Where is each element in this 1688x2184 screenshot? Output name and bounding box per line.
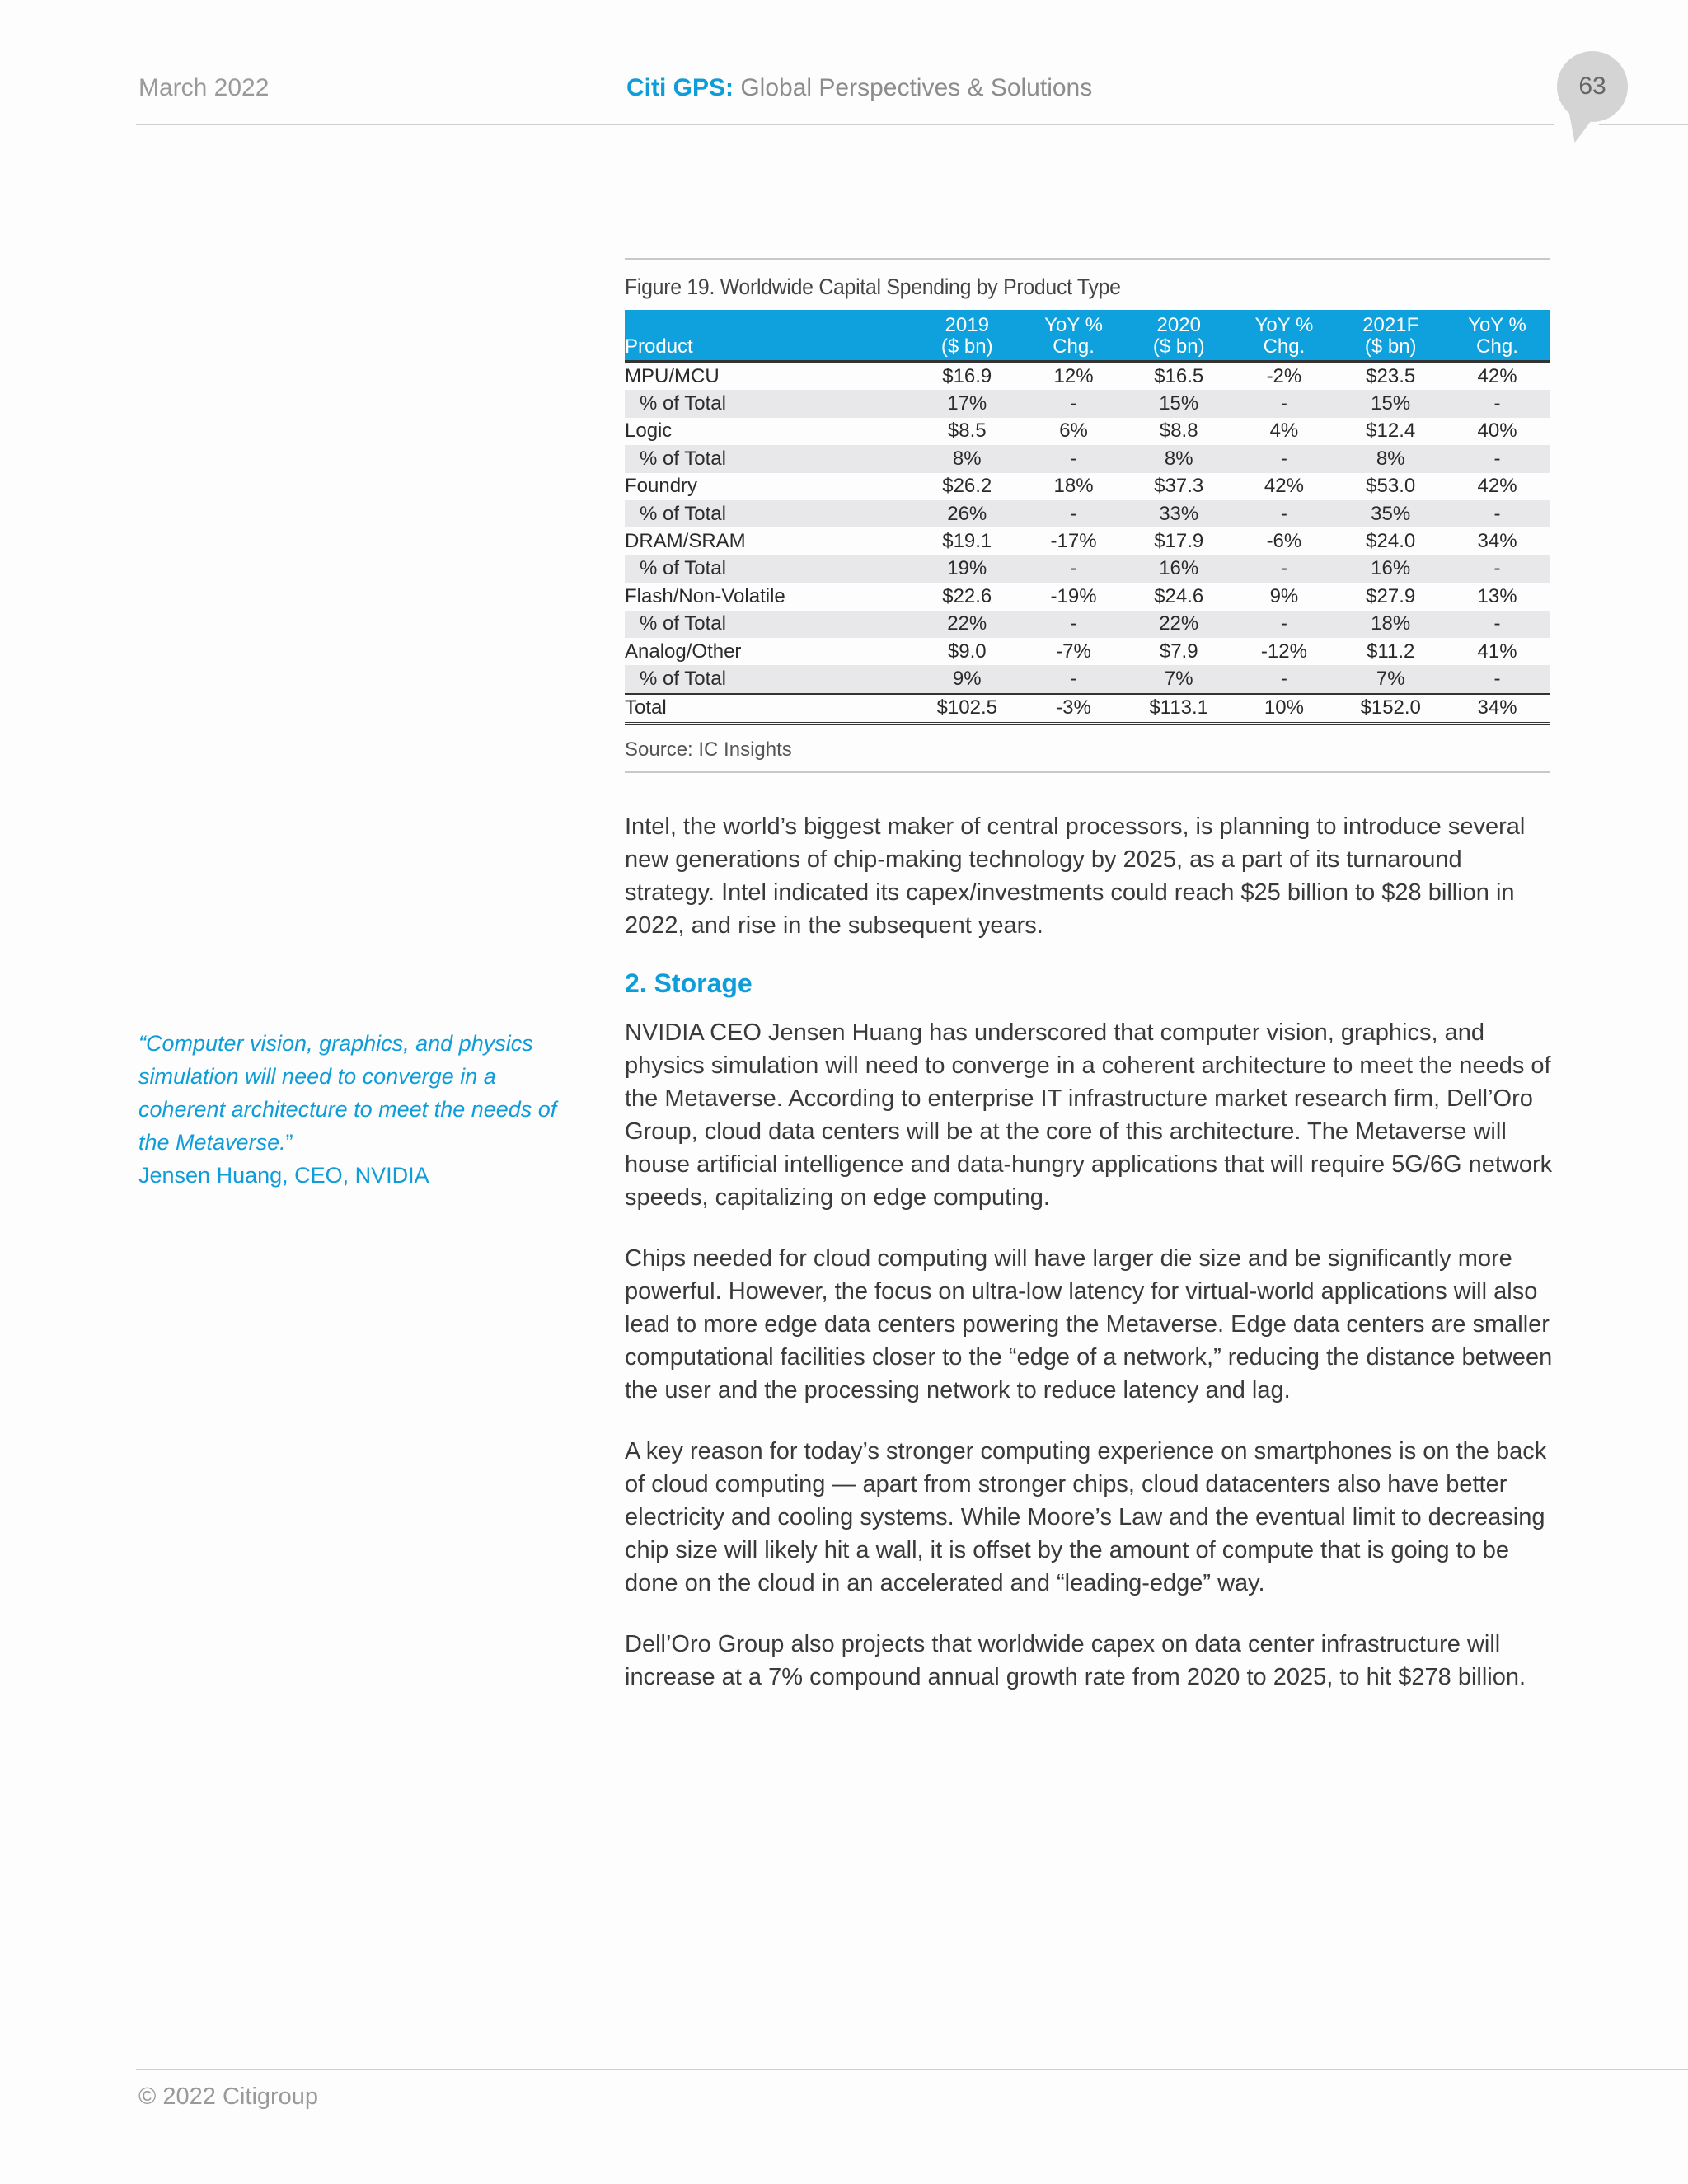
table-cell: $152.0 <box>1360 696 1421 719</box>
table-cell: -7% <box>1056 640 1091 663</box>
table-cell: $16.9 <box>942 364 992 387</box>
page-number-badge <box>1557 51 1628 122</box>
table-cell: 26% <box>947 502 987 525</box>
table-row <box>625 473 1550 500</box>
page-number: 63 <box>1578 73 1606 100</box>
header-date: March 2022 <box>138 74 270 101</box>
table-cell: $23.5 <box>1366 364 1416 387</box>
table-cell: - <box>1493 557 1501 580</box>
table-cell: $24.0 <box>1366 530 1416 553</box>
table-cell: -6% <box>1266 530 1302 553</box>
column-header-line1: YoY % <box>1254 314 1314 336</box>
footer-copyright: © 2022 Citigroup <box>138 2083 319 2110</box>
table-cell: 4% <box>1269 419 1299 443</box>
table-cell: 33% <box>1159 502 1199 525</box>
table-cell: 15% <box>1371 392 1411 415</box>
table-row <box>625 390 1550 417</box>
table-cell: $102.5 <box>936 696 997 719</box>
column-header <box>1445 310 1550 362</box>
column-header-line2: Chg. <box>1263 335 1306 358</box>
table-cell: 16% <box>1159 557 1199 580</box>
table-cell: $11.2 <box>1367 640 1415 663</box>
table-cell: 7% <box>1376 667 1405 690</box>
row-label: % of Total <box>640 392 726 415</box>
column-header <box>1231 310 1336 362</box>
table-cell: 8% <box>952 447 982 470</box>
column-header-product <box>625 310 912 362</box>
figure-title: Figure 19. Worldwide Capital Spending by Product Type <box>625 274 1121 299</box>
table-row <box>625 362 1550 391</box>
table-body <box>625 362 1550 724</box>
table-cell: 7% <box>1164 667 1193 690</box>
paragraph-chips: Chips needed for cloud computing will have larger die size and be significantly more powerful. However, the focus on ultra-low latency for virtual-world applications will also lead to more edge data centers powering the Metaverse. Edge data centers are smaller computational facilities closer to the “edge of a network,” reducing the distance between the user and the processing network to reduce latency and lag. <box>625 1245 1553 1404</box>
table-cell: $26.2 <box>942 475 992 498</box>
column-header-line2: ($ bn) <box>1152 335 1205 358</box>
table-cell: $22.6 <box>942 584 992 607</box>
column-header-line1 <box>625 315 912 336</box>
table-row <box>625 418 1550 445</box>
table-cell: - <box>1070 447 1077 470</box>
header-brand: Citi GPS: <box>626 74 734 101</box>
table-row <box>625 638 1550 665</box>
paragraph-nvidia: NVIDIA CEO Jensen Huang has underscored that computer vision, graphics, and physics simulation will need to converge in a coherent architecture to meet the needs of the Metaverse. According to enterprise IT infrastructure market research firm, Dell’Oro Group, cloud data centers will be at the core of this architecture. The Metaverse will house artificial intelligence and data-hungry applications that will require 5G/6G network speeds, capitalizing on edge computing. <box>625 1019 1553 1211</box>
paragraph-intel: Intel, the world’s biggest maker of central processors, is planning to introduce several new generations of chip-making technology by 2025, as a part of its turnaround strategy. Intel indicated its capex/investments could reach $25 billion to $28 billion in 2022, and rise in the subsequent years. <box>625 813 1526 939</box>
table-cell: 8% <box>1376 447 1405 470</box>
table-cell: 35% <box>1371 502 1411 525</box>
table-cell: $8.8 <box>1159 419 1198 443</box>
row-label: Logic <box>625 419 673 443</box>
header-title <box>626 74 1092 102</box>
row-label: % of Total <box>640 447 726 470</box>
capex-table <box>625 310 1550 725</box>
table-cell: 12% <box>1053 364 1094 387</box>
column-header-line2: Chg. <box>1053 335 1095 358</box>
table-cell: 13% <box>1477 584 1517 607</box>
figure-19 <box>625 258 1550 773</box>
table-cell: $7.9 <box>1159 640 1198 663</box>
table-cell: 42% <box>1264 475 1304 498</box>
header-divider-right <box>1599 124 1688 125</box>
table-cell: $53.0 <box>1366 475 1416 498</box>
table-cell: - <box>1070 612 1077 635</box>
table-cell: - <box>1280 557 1287 580</box>
column-header-line1: 2019 <box>945 314 989 336</box>
paragraph-delloro: Dell’Oro Group also projects that worldwide capex on data center infrastructure will increase at a 7% compound annual growth rate from 2020 to 2025, to hit $278 billion. <box>625 1631 1526 1690</box>
table-cell: 16% <box>1371 557 1411 580</box>
table-cell: 15% <box>1159 392 1199 415</box>
row-label: Foundry <box>625 475 698 498</box>
table-cell: $9.0 <box>947 640 987 663</box>
table-cell: 17% <box>947 392 987 415</box>
table-row <box>625 611 1550 638</box>
table-cell: 34% <box>1477 696 1517 719</box>
table-cell: 9% <box>1269 584 1299 607</box>
table-row <box>625 445 1550 472</box>
table-cell: $27.9 <box>1366 584 1416 607</box>
table-cell: 10% <box>1264 696 1304 719</box>
table-cell: 18% <box>1371 612 1411 635</box>
table-cell: - <box>1280 502 1287 525</box>
quote-text: “Computer vision, graphics, and physics simulation will need to converge in a coherent architecture to meet the needs of the Metaverse. <box>138 1031 557 1155</box>
table-cell: $37.3 <box>1154 475 1204 498</box>
row-label: % of Total <box>640 502 726 525</box>
table-cell: 42% <box>1477 364 1517 387</box>
row-label: DRAM/SRAM <box>625 530 746 553</box>
table-cell: 41% <box>1477 640 1517 663</box>
row-label: % of Total <box>640 612 726 635</box>
figure-source: Source: IC Insights <box>625 738 1550 773</box>
table-cell: - <box>1070 502 1077 525</box>
column-header-line2: Chg. <box>1476 335 1518 358</box>
table-cell: $17.9 <box>1154 530 1204 553</box>
table-cell: - <box>1493 392 1501 415</box>
column-header-line2: Product <box>625 335 693 358</box>
column-header-line1: 2021F <box>1362 314 1419 336</box>
table-cell: - <box>1070 392 1077 415</box>
column-header-line1: YoY % <box>1468 314 1526 336</box>
quote-attribution: Jensen Huang, CEO, NVIDIA <box>138 1163 429 1188</box>
table-row <box>625 665 1550 693</box>
table-cell: -12% <box>1260 640 1307 663</box>
header-subtitle: Global Perspectives & Solutions <box>734 74 1093 101</box>
table-cell: - <box>1070 667 1077 690</box>
table-cell: 22% <box>947 612 987 635</box>
table-row <box>625 555 1550 583</box>
table-cell: - <box>1280 667 1287 690</box>
table-cell: $19.1 <box>942 530 992 553</box>
table-header <box>625 310 1550 362</box>
quote-close-mark: ” <box>285 1130 293 1155</box>
table-cell: - <box>1493 667 1501 690</box>
table-cell: - <box>1280 392 1287 415</box>
header-divider <box>136 124 1554 125</box>
table-row <box>625 694 1550 724</box>
figure-top-rule <box>625 258 1550 260</box>
row-label: Total <box>625 696 667 719</box>
column-header <box>1126 310 1231 362</box>
table-cell: $24.6 <box>1154 584 1204 607</box>
section-heading-storage: 2. Storage <box>625 968 753 998</box>
table-cell: $8.5 <box>947 419 987 443</box>
paragraph-smartphones: A key reason for today’s stronger computing experience on smartphones is on the back of cloud computing — apart from stronger chips, cloud datacenters also have better electricity and cooling systems. While Moore’s Law and the eventual limit to decreasing chip size will likely hit a wall, it is offset by the amount of compute that is going to be done on the cloud in an accelerated and “leading-edge” way. <box>625 1438 1547 1596</box>
table-cell: $12.4 <box>1366 419 1416 443</box>
table-row <box>625 583 1550 610</box>
table-cell: 34% <box>1477 530 1517 553</box>
column-header <box>1021 310 1126 362</box>
row-label: Flash/Non-Volatile <box>625 584 785 607</box>
row-label: % of Total <box>640 557 726 580</box>
sidebar-quote <box>138 1027 567 1192</box>
column-header <box>1336 310 1445 362</box>
table-cell: - <box>1493 502 1501 525</box>
column-header <box>912 310 1021 362</box>
table-cell: - <box>1070 557 1077 580</box>
table-row <box>625 527 1550 555</box>
main-text <box>625 810 1556 1722</box>
table-cell: -3% <box>1056 696 1091 719</box>
table-cell: 42% <box>1477 475 1517 498</box>
table-cell: -17% <box>1050 530 1097 553</box>
table-cell: - <box>1493 612 1501 635</box>
row-label: Analog/Other <box>625 640 742 663</box>
table-cell: 22% <box>1159 612 1199 635</box>
footer-divider <box>136 2069 1688 2070</box>
row-label: MPU/MCU <box>625 364 720 387</box>
table-cell: - <box>1280 447 1287 470</box>
table-cell: 8% <box>1164 447 1193 470</box>
column-header-line1: YoY % <box>1044 314 1103 336</box>
table-row <box>625 500 1550 527</box>
column-header-line2: ($ bn) <box>1364 335 1417 358</box>
table-cell: -19% <box>1050 584 1097 607</box>
table-cell: - <box>1280 612 1287 635</box>
table-cell: 6% <box>1059 419 1088 443</box>
table-cell: 9% <box>952 667 982 690</box>
column-header-line1: 2020 <box>1156 314 1201 336</box>
table-cell: 18% <box>1053 475 1094 498</box>
table-cell: - <box>1493 447 1501 470</box>
table-cell: 40% <box>1477 419 1517 443</box>
column-header-line2: ($ bn) <box>940 335 993 358</box>
table-cell: 19% <box>947 557 987 580</box>
table-cell: $16.5 <box>1154 364 1204 387</box>
table-cell: -2% <box>1266 364 1302 387</box>
table-cell: $113.1 <box>1149 696 1209 719</box>
row-label: % of Total <box>640 667 726 690</box>
